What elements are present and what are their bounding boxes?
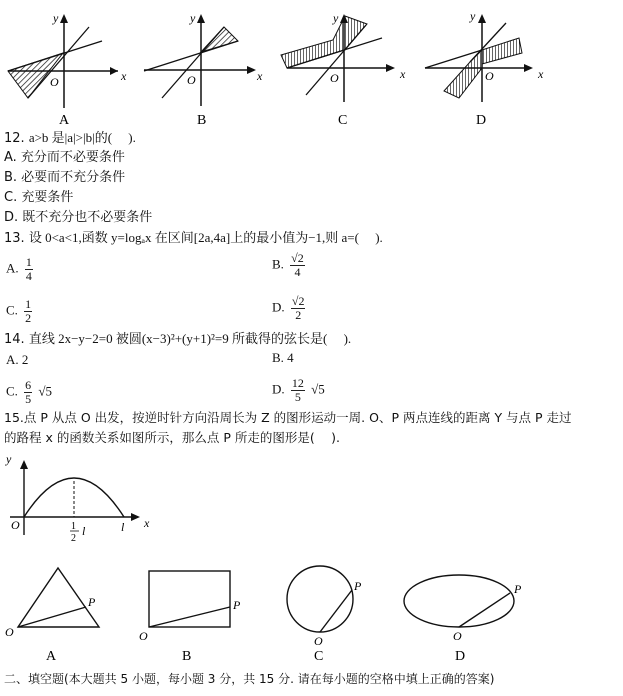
graph-origin: O <box>11 518 20 532</box>
q13-stem <box>4 229 383 248</box>
q12-option-c: C. 充要条件 <box>4 190 74 205</box>
fig-a-o: O <box>50 75 59 89</box>
svg-text:P: P <box>88 595 96 609</box>
graph-half-den: 2 <box>71 533 76 544</box>
q12-option-b: B. 必要而不充分条件 <box>4 170 126 185</box>
q14-text: 直线 2x−y−2=0 被圆(x−3)²+(y+1)²=9 所截得的弦长是( ). <box>28 331 352 346</box>
graph-half-l: l <box>82 524 86 538</box>
fig-b-label: B <box>197 113 207 128</box>
shape-a-triangle <box>5 568 99 664</box>
q15-shapes <box>0 555 623 665</box>
fig-a-x: x <box>121 69 127 83</box>
svg-text:O: O <box>5 625 14 639</box>
q14-option-a: A. 2 <box>6 352 29 367</box>
q15-line2: 的路程 x 的函数关系如图所示，那么点 P 所走的图形是( ). <box>4 430 341 445</box>
q11-figures <box>0 0 623 128</box>
graph-half-num: 1 <box>71 521 76 532</box>
q15-line1: 15.点 P 从点 O 出发，按逆时针方向沿周长为 Z 的图形运动一周. O、P 两点连线的距离 Y 与点 P 走过 <box>4 410 572 425</box>
section2-heading: 二、填空题(本大题共 5 小题，每小题 3 分，共 15 分. 请在每小题的空格中填上正确的答案) <box>4 672 495 686</box>
fig-b-o: O <box>187 73 196 87</box>
fig-c-o: O <box>330 71 339 85</box>
fig-a-y: y <box>53 11 59 25</box>
svg-text:C: C <box>314 649 324 664</box>
graph-end-l: l <box>121 520 125 534</box>
figure-a <box>8 11 127 128</box>
shape-b-rectangle <box>139 571 241 664</box>
svg-text:O: O <box>453 629 462 643</box>
fig-d-x: x <box>538 67 544 81</box>
q13-option-d: D. $\frac{√2}{2}$ <box>272 294 305 322</box>
q15-graph <box>0 445 170 545</box>
q14-stem <box>4 330 351 349</box>
svg-text:B: B <box>182 649 192 664</box>
fig-a-label: A <box>59 113 70 128</box>
svg-text:P: P <box>354 579 362 593</box>
figure-d <box>425 9 544 128</box>
fig-b-y: y <box>190 11 196 25</box>
q12-number: 12. <box>4 131 25 146</box>
svg-text:O: O <box>314 634 323 648</box>
fig-b-x: x <box>257 69 263 83</box>
svg-text:A: A <box>46 649 57 664</box>
q14-option-b: B. 4 <box>272 350 294 365</box>
q13-option-c: C. $\frac{1}{2}$ <box>6 297 32 325</box>
figure-c <box>281 11 406 128</box>
fig-d-label: D <box>476 113 487 128</box>
figure-b <box>144 11 263 128</box>
q13-option-b: B. $\frac{√2}{4}$ <box>272 251 304 279</box>
q13-text: 设 0<a<1,函数 y=logₐx 在区间[2a,4a]上的最小值为−1,则 a=( ). <box>28 230 383 245</box>
q14-option-c: C. $\frac{6}{5}$ √5 <box>6 378 53 406</box>
fig-d-o: O <box>485 69 494 83</box>
q15-number: 15. <box>4 410 24 425</box>
q12-text: a>b 是|a|>|b|的( ). <box>28 130 136 145</box>
graph-x-label: x <box>144 516 150 530</box>
svg-text:P: P <box>233 598 241 612</box>
fig-c-label: C <box>338 113 348 128</box>
fig-c-y: y <box>333 11 339 25</box>
svg-text:O: O <box>139 629 148 643</box>
q13-number: 13. <box>4 231 25 246</box>
shape-c-circle <box>287 566 362 664</box>
fig-d-y: y <box>470 9 476 23</box>
svg-text:D: D <box>455 649 466 664</box>
svg-text:P: P <box>514 582 522 596</box>
q12-stem <box>4 129 136 148</box>
shape-d-ellipse <box>404 575 522 664</box>
graph-y-label: y <box>6 452 12 466</box>
q12-option-a: A. 充分而不必要条件 <box>4 150 125 165</box>
q14-number: 14. <box>4 332 25 347</box>
q12-option-d: D. 既不充分也不必要条件 <box>4 210 153 225</box>
q13-option-a: A. $\frac{1}{4}$ <box>6 255 32 283</box>
q14-option-d: D. $\frac{12}{5}$ √5 <box>272 376 325 404</box>
fig-c-x: x <box>400 67 406 81</box>
